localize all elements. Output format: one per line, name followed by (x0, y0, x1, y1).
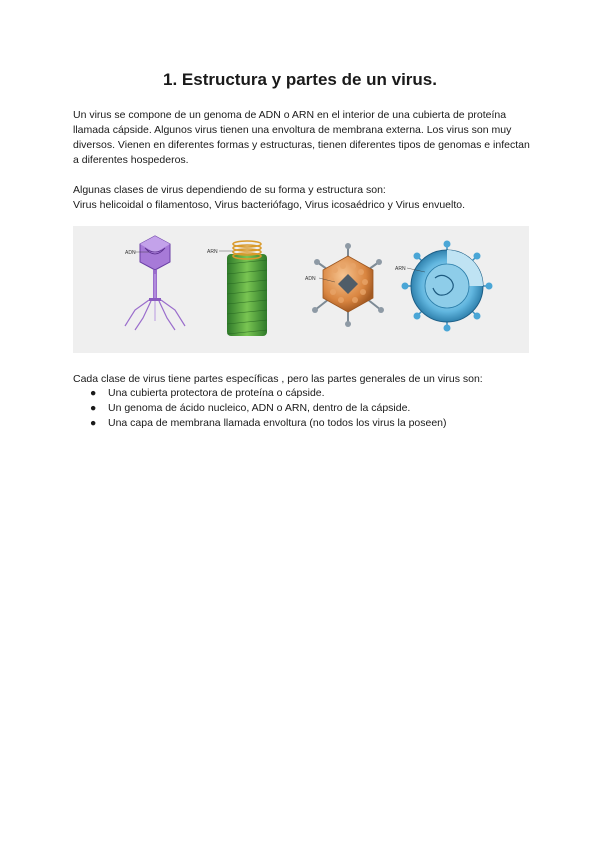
classes-paragraph (73, 183, 533, 213)
parts-list (90, 386, 447, 431)
enveloped-label: ARN (395, 266, 406, 272)
list-item-text: Una cubierta protectora de proteína o cápside. (108, 387, 325, 399)
virus-figure (73, 226, 529, 353)
classes-heading: Algunas clases de virus dependiendo de su forma y estructura son: (73, 184, 386, 196)
list-item-text: Un genoma de ácido nucleico, ADN o ARN, dentro de la cápside. (108, 402, 411, 414)
icosahedral-virus (305, 243, 384, 327)
bacteriophage-virus (125, 236, 185, 330)
parts-heading: Cada clase de virus tiene partes específicas , pero las partes generales de un virus son: (73, 373, 483, 385)
bullet-icon: ● (90, 417, 97, 429)
list-item (90, 386, 447, 401)
list-item (90, 401, 447, 416)
bacteriophage-label: ADN (125, 250, 136, 256)
list-item-text: Una capa de membrana llamada envoltura (no todos los virus la poseen) (108, 417, 447, 429)
page-title: 1. Estructura y partes de un virus. (163, 70, 437, 89)
icosahedral-label: ADN (305, 276, 316, 282)
list-item (90, 416, 447, 431)
classes-list: Virus helicoidal o filamentoso, Virus bacteriófago, Virus icosaédrico y Virus envuelto. (73, 199, 466, 211)
helical-virus (207, 241, 267, 336)
bullet-icon: ● (90, 387, 97, 399)
intro-paragraph: Un virus se compone de un genoma de ADN o ARN en el interior de una cubierta de proteína llamada cápside. Algunos virus tienen una envoltura de membrana externa. Los virus son muy diversos. Vienen en diferentes formas y estructuras, tienen diferentes tipos de genomas e infectan a diferentes hospederos. (73, 109, 530, 166)
virus-illustration (73, 226, 529, 353)
enveloped-virus (395, 241, 493, 332)
helical-label: ARN (207, 249, 218, 255)
bullet-icon: ● (90, 402, 97, 414)
